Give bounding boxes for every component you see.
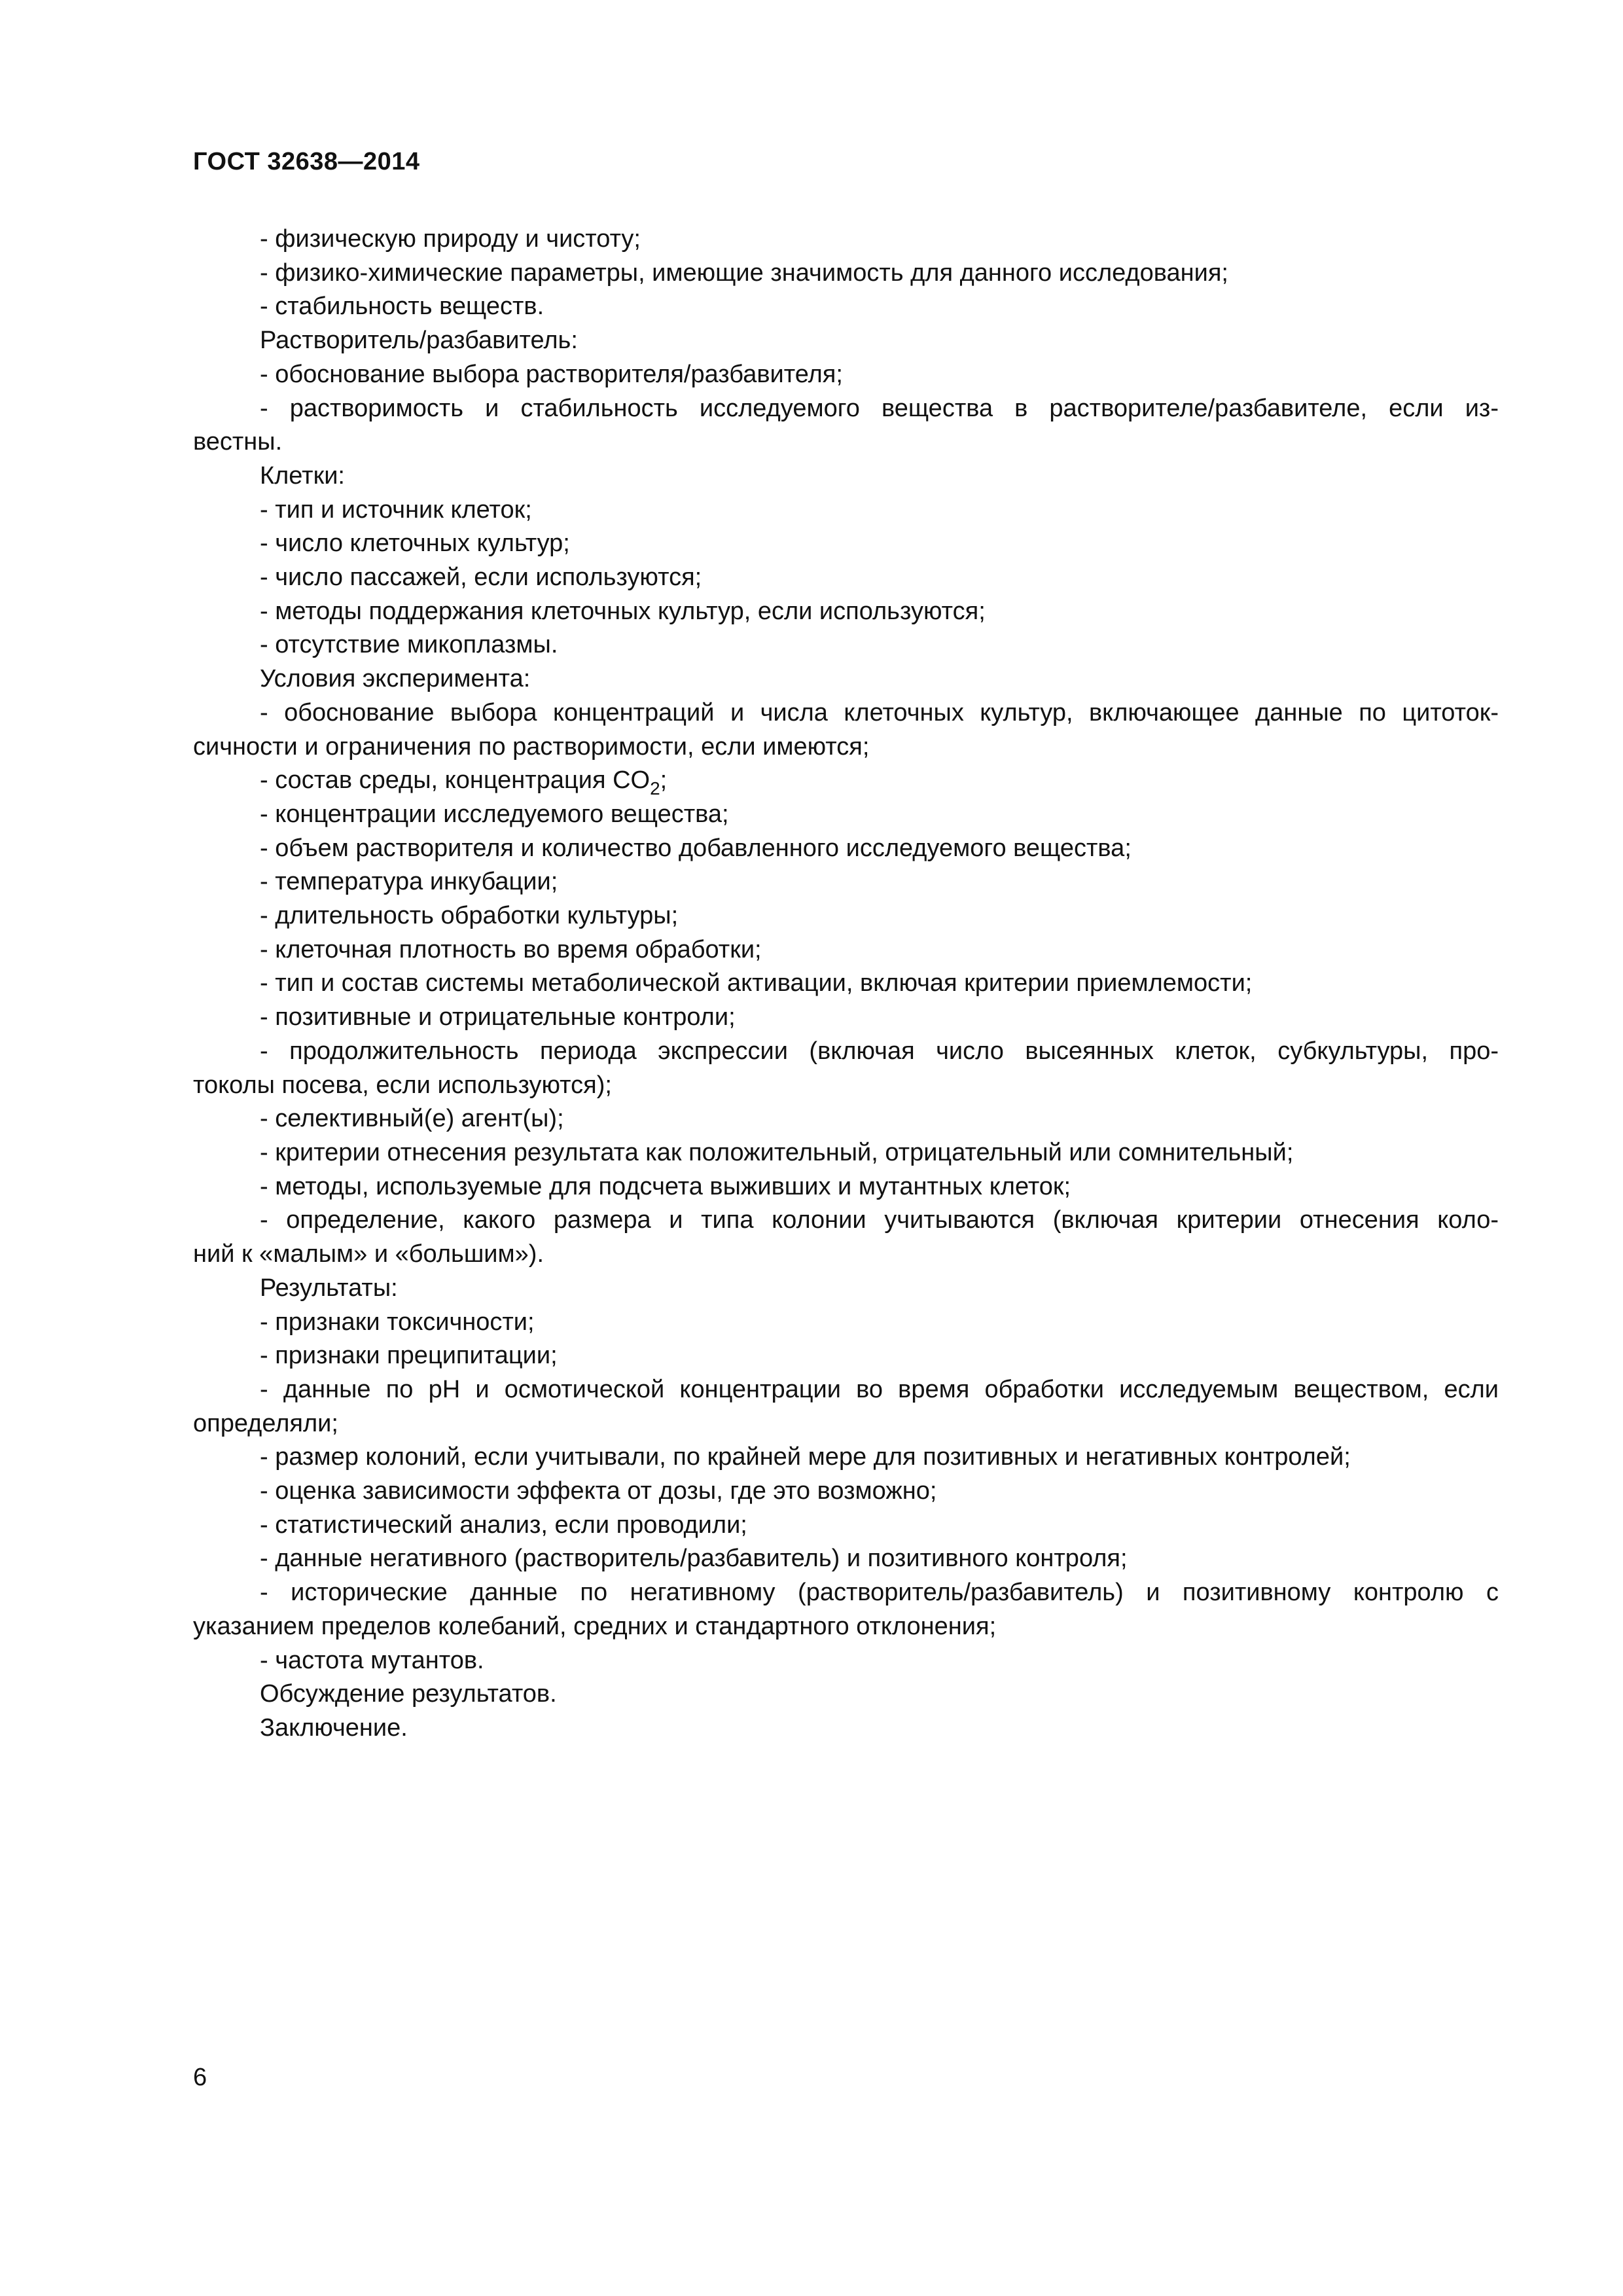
section-heading-results: Результаты: bbox=[260, 1274, 398, 1302]
section-heading-discussion: Обсуждение результатов. bbox=[260, 1680, 557, 1708]
list-item: - размер колоний, если учитывали, по крайней мере для позитивных и негативных контролей; bbox=[260, 1443, 1351, 1471]
list-item: - методы поддержания клеточных культур, если используются; bbox=[260, 597, 986, 625]
list-item: - физико-химические параметры, имеющие значимость для данного исследования; bbox=[260, 259, 1228, 287]
list-item: - исторические данные по негативному (растворитель/разбавитель) и позитивному контролю с bbox=[260, 1579, 1499, 1607]
list-item-continuation: указанием пределов колебаний, средних и стандартного отклонения; bbox=[193, 1612, 997, 1640]
list-item: - определение, какого размера и типа колонии учитываются (включая критерии отнесения коло- bbox=[260, 1206, 1499, 1234]
list-item: - методы, используемые для подсчета выживших и мутантных клеток; bbox=[260, 1172, 1071, 1200]
section-heading-cells: Клетки: bbox=[260, 461, 345, 490]
list-item: - длительность обработки культуры; bbox=[260, 902, 679, 930]
list-item: - растворимость и стабильность исследуемого вещества в растворителе/разбавителе, если из- bbox=[260, 394, 1499, 422]
list-item: - частота мутантов. bbox=[260, 1646, 484, 1674]
list-item: - объем растворителя и количество добавленного исследуемого вещества; bbox=[260, 834, 1132, 862]
list-item: - обоснование выбора концентраций и числа клеточных культур, включающее данные по цитоток- bbox=[260, 698, 1499, 726]
list-item: - критерии отнесения результата как положительный, отрицательный или сомнительный; bbox=[260, 1138, 1294, 1166]
list-item: - признаки преципитации; bbox=[260, 1342, 558, 1370]
list-item: - концентрации исследуемого вещества; bbox=[260, 800, 729, 828]
section-heading-solvent: Растворитель/разбавитель: bbox=[260, 327, 578, 355]
list-item-continuation: определяли; bbox=[193, 1409, 338, 1437]
co2-subscript: 2 bbox=[650, 778, 660, 799]
page-number: 6 bbox=[193, 2064, 207, 2091]
list-item: - клеточная плотность во время обработки; bbox=[260, 935, 762, 963]
list-item: - обоснование выбора растворителя/разбавителя; bbox=[260, 360, 843, 388]
list-item: - данные по pH и осмотической концентрации во время обработки исследуемым веществом, если bbox=[260, 1375, 1499, 1403]
list-item: - статистический анализ, если проводили; bbox=[260, 1511, 747, 1539]
list-item: - тип и состав системы метаболической активации, включая критерии приемлемости; bbox=[260, 969, 1253, 997]
co2-text: - состав среды, концентрация CO bbox=[260, 766, 651, 795]
list-item: - признаки токсичности; bbox=[260, 1308, 535, 1336]
list-item-co2 bbox=[193, 764, 1499, 798]
document-header: ГОСТ 32638—2014 bbox=[193, 148, 420, 175]
list-item-continuation: ний к «малым» и «большим»). bbox=[193, 1240, 544, 1268]
list-item: - тип и источник клеток; bbox=[260, 495, 532, 524]
list-item: - данные негативного (растворитель/разбавитель) и позитивного контроля; bbox=[260, 1545, 1128, 1573]
section-heading-conclusion: Заключение. bbox=[260, 1713, 408, 1742]
list-item-continuation: вестны. bbox=[193, 428, 283, 456]
list-item: - температура инкубации; bbox=[260, 868, 558, 896]
list-item: - оценка зависимости эффекта от дозы, где это возможно; bbox=[260, 1477, 937, 1505]
section-heading-conditions: Условия эксперимента: bbox=[260, 665, 531, 693]
document-body bbox=[193, 223, 1499, 1746]
list-item: - позитивные и отрицательные контроли; bbox=[260, 1003, 736, 1031]
list-item: - число клеточных культур; bbox=[260, 529, 570, 558]
list-item: - физическую природу и чистоту; bbox=[260, 225, 641, 253]
list-item: - продолжительность периода экспрессии (включая число высеянных клеток, субкультуры, про- bbox=[260, 1037, 1499, 1065]
list-item-continuation: сичности и ограничения по растворимости, если имеются; bbox=[193, 732, 870, 761]
list-item: - число пассажей, если используются; bbox=[260, 564, 702, 592]
list-item: - селективный(е) агент(ы); bbox=[260, 1105, 564, 1133]
co2-suffix: ; bbox=[660, 766, 668, 795]
list-item: - стабильность веществ. bbox=[260, 293, 544, 321]
list-item-continuation: токолы посева, если используются); bbox=[193, 1071, 612, 1099]
list-item: - отсутствие микоплазмы. bbox=[260, 631, 558, 659]
